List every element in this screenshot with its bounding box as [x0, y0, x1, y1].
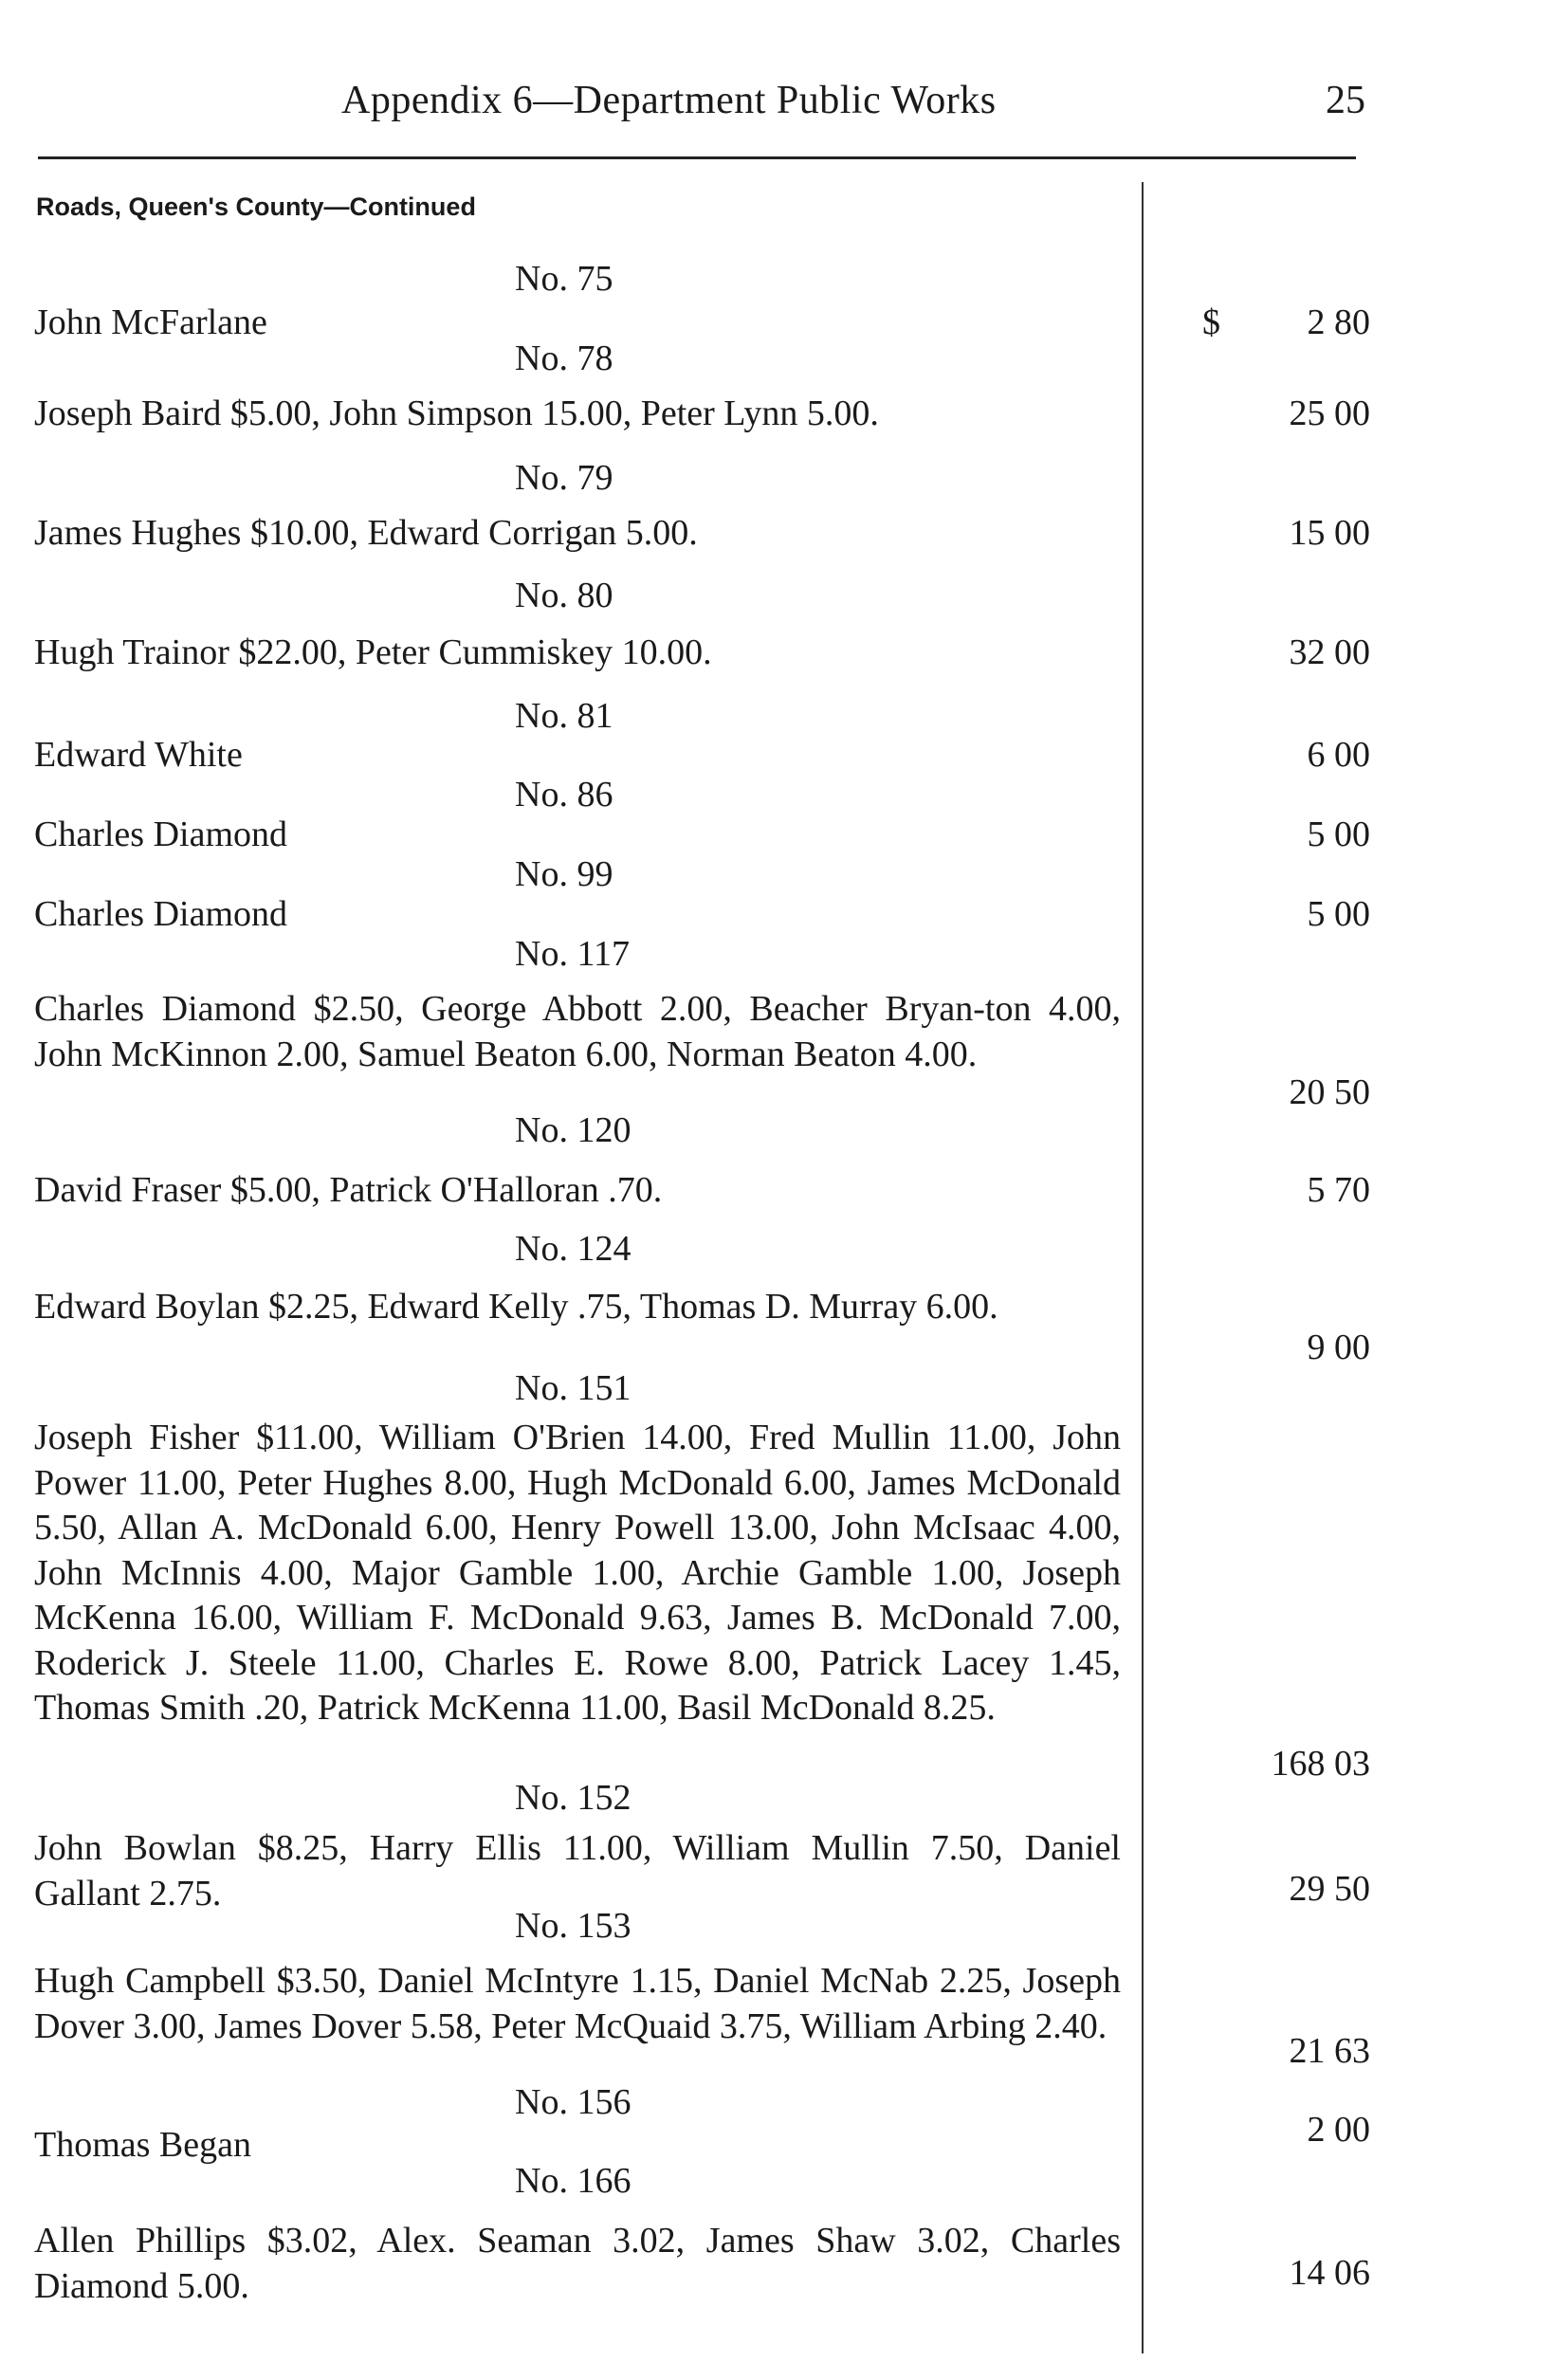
entry-text: Edward White: [34, 735, 243, 775]
entry-text: Edward Boylan $2.25, Edward Kelly .75, Thomas D. Murray 6.00.: [34, 1287, 998, 1327]
entry-number: No. 81: [515, 696, 613, 736]
entry-amount: 2 00: [1307, 2110, 1370, 2150]
entry-number: No. 75: [515, 259, 613, 299]
entry-text: David Fraser $5.00, Patrick O'Halloran .70.: [34, 1170, 663, 1210]
entry-text: Hugh Campbell $3.50, Daniel McIntyre 1.15, Daniel McNab 2.25, Joseph Dover 3.00, James Dover 5.58, Peter McQuaid 3.75, William Arbing 2.40.: [34, 1961, 1121, 2046]
entry-text: Thomas Began: [34, 2125, 252, 2165]
entry-amount: 9 00: [1307, 1327, 1370, 1367]
header-rule: [38, 156, 1356, 159]
entry-amount: 2 80: [1307, 302, 1370, 342]
entry-number: No. 152: [515, 1778, 632, 1818]
entry-amount: 15 00: [1289, 513, 1370, 553]
entry-number: No. 99: [515, 854, 613, 894]
entry-amount: 168 03: [1271, 1744, 1370, 1784]
entry-amount: 6 00: [1307, 735, 1370, 775]
currency-symbol: $: [1202, 302, 1220, 342]
entry-text: James Hughes $10.00, Edward Corrigan 5.00.: [34, 513, 698, 553]
entry-amount: 29 50: [1289, 1869, 1370, 1909]
entry-text: Joseph Fisher $11.00, William O'Brien 14.00, Fred Mullin 11.00, John Power 11.00, Peter Hughes 8.00, Hugh McDonald 6.00, James McDonald 5.50, Allan A. McDonald 6.00, Henry Powell 13.00, John McIsaac 4.00, John McInnis 4.00, Major Gamble 1.00, Archie Gamble 1.00, Joseph McKenna 16.00, William F. McDonald 9.63, James B. McDonald 7.00, Roderick J. Steele 11.00, Charles E. Rowe 8.00, Patrick Lacey 1.45, Thomas Smith .20, Patrick McKenna 11.00, Basil McDonald 8.25.: [34, 1418, 1121, 1728]
entry-number: No. 80: [515, 576, 613, 615]
entry-text: John Bowlan $8.25, Harry Ellis 11.00, William Mullin 7.50, Daniel Gallant 2.75.: [34, 1828, 1121, 1913]
section-caption: Roads, Queen's County—Continued: [36, 192, 476, 221]
entry-number: No. 79: [515, 458, 613, 498]
entry-amount: 25 00: [1289, 394, 1370, 433]
entry-number: No. 120: [515, 1110, 632, 1150]
entry-number: No. 153: [515, 1906, 632, 1946]
page-number: 25: [1326, 79, 1365, 122]
entry-amount: 5 70: [1307, 1170, 1370, 1210]
entry-amount: 32 00: [1289, 632, 1370, 672]
entry-amount: 21 63: [1289, 2031, 1370, 2071]
entry-number: No. 117: [515, 934, 631, 974]
entry-amount: 5 00: [1307, 894, 1370, 934]
amount-column-rule: [1142, 182, 1144, 2353]
entry-number: No. 166: [515, 2161, 632, 2201]
entry-text: Charles Diamond: [34, 815, 288, 854]
entry-number: No. 124: [515, 1229, 632, 1269]
entry-amount: 14 06: [1289, 2253, 1370, 2293]
entry-number: No. 78: [515, 339, 613, 378]
entry-text: Charles Diamond: [34, 894, 288, 934]
entry-text: Joseph Baird $5.00, John Simpson 15.00, Peter Lynn 5.00.: [34, 394, 879, 433]
entry-number: No. 86: [515, 775, 613, 815]
entry-number: No. 151: [515, 1368, 632, 1408]
entry-text: John McFarlane: [34, 302, 267, 342]
page-header-title: Appendix 6—Department Public Works: [341, 79, 997, 122]
entry-text: Allen Phillips $3.02, Alex. Seaman 3.02, James Shaw 3.02, Charles Diamond 5.00.: [34, 2221, 1121, 2306]
entry-text: Charles Diamond $2.50, George Abbott 2.00, Beacher Bryan-ton 4.00, John McKinnon 2.00, Samuel Beaton 6.00, Norman Beaton 4.00.: [34, 989, 1121, 1074]
entry-number: No. 156: [515, 2082, 632, 2122]
entry-amount: 20 50: [1289, 1072, 1370, 1112]
entry-amount: 5 00: [1307, 815, 1370, 854]
entry-text: Hugh Trainor $22.00, Peter Cummiskey 10.00.: [34, 632, 712, 672]
